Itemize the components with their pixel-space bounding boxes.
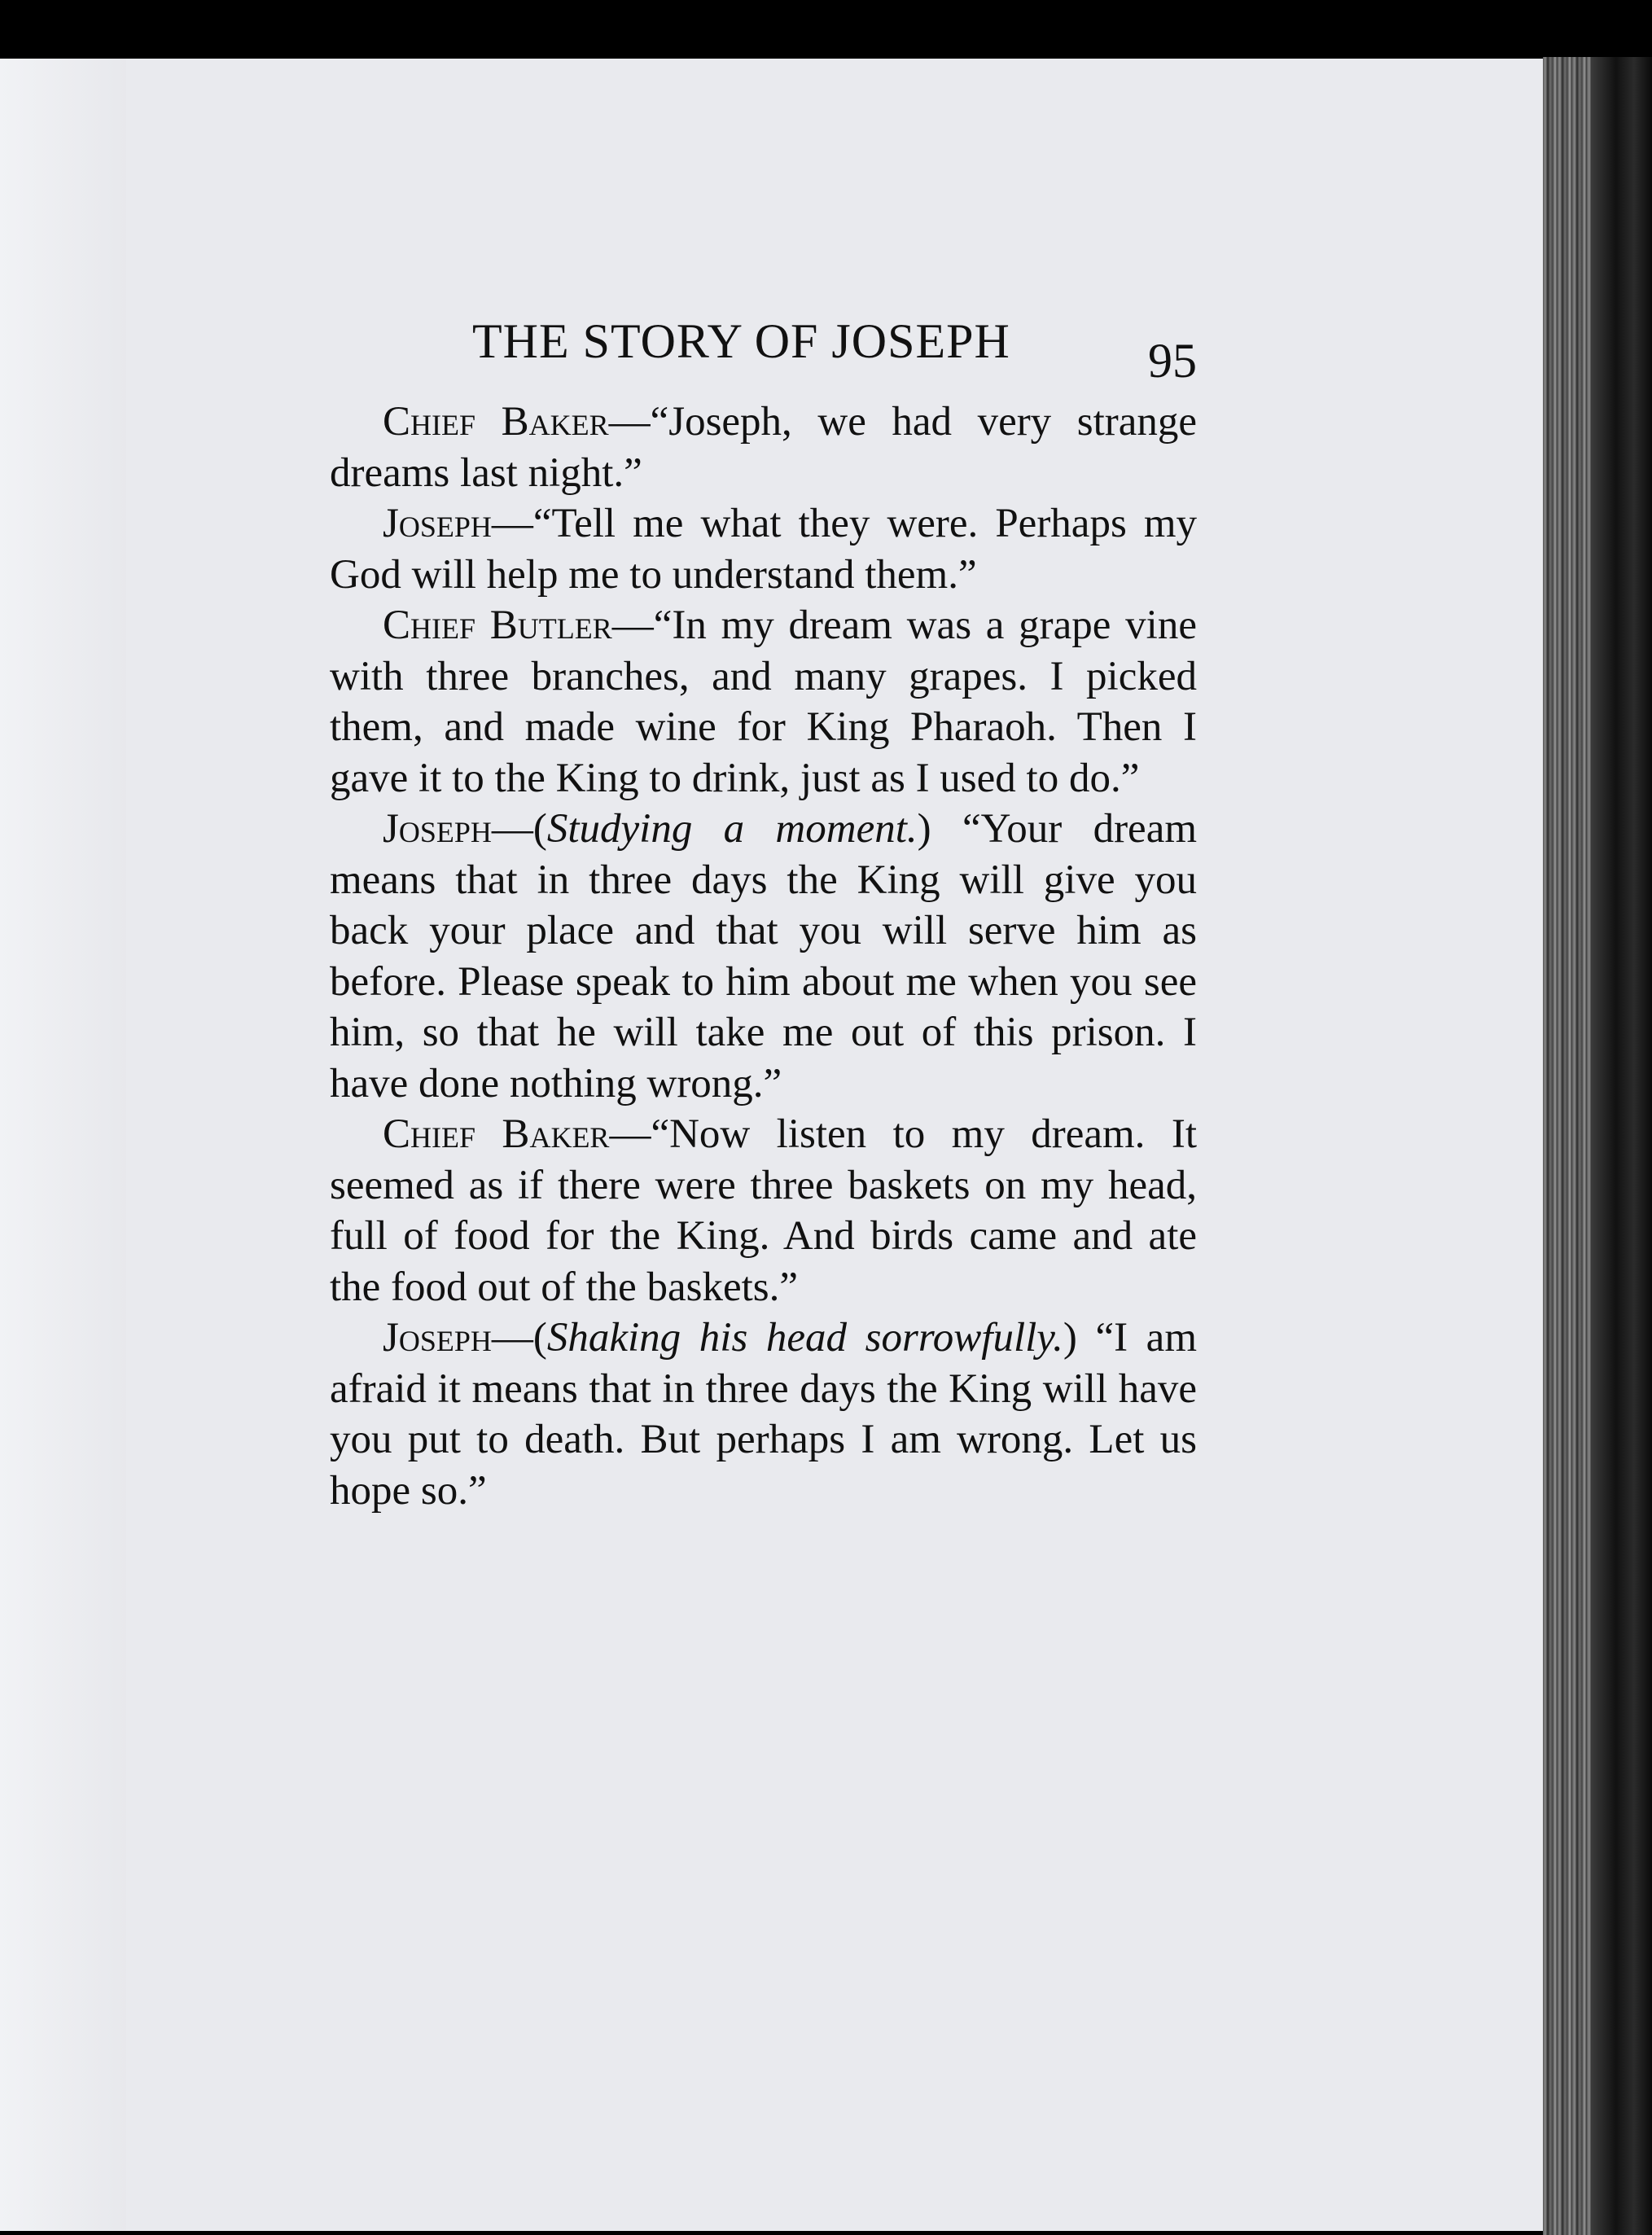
speaker-name: Joseph [383, 806, 492, 852]
page-header [472, 313, 1205, 387]
em-dash: — [609, 1111, 651, 1157]
em-dash: — [491, 501, 533, 546]
em-dash: — [491, 806, 533, 852]
dialogue-text: “In my dream was a grape vine with three branches, and many grapes. I picked them, and made wine for King Pharaoh. Then I gave it to the King to drink, just as I used to do.” [330, 603, 1197, 801]
dialogue-text: “Your dream means that in three days the King will give you back your place and that you will serve him as before. Please speak to him about me when you see him, so that he will take me out of this prison. I have done nothing wrong.” [330, 806, 1197, 1107]
stage-direction-open: ( [532, 806, 547, 852]
speaker-name: Chief Baker [383, 399, 609, 445]
body-text [330, 397, 1197, 1516]
dialogue-paragraph [330, 804, 1197, 1109]
speaker-name: Joseph [383, 501, 492, 546]
em-dash: — [608, 399, 651, 445]
stage-direction: Studying a moment. [546, 806, 918, 852]
speaker-name: Chief Butler [383, 603, 612, 648]
dialogue-paragraph [330, 1313, 1197, 1516]
dialogue-text: “Joseph, we had very strange dreams last night.” [330, 399, 1198, 496]
book-cover-edge [1592, 57, 1652, 2235]
running-title: THE STORY OF JOSEPH [472, 314, 1010, 368]
stage-direction-close: ) [917, 806, 962, 852]
stage-direction-close: ) [1063, 1315, 1096, 1361]
dialogue-text: “Now listen to my dream. It seemed as if there were three baskets on my head, full of food for the King. And birds came and ate the food out of the baskets.” [330, 1111, 1197, 1310]
dialogue-paragraph [330, 498, 1197, 600]
dialogue-paragraph [330, 397, 1197, 498]
speaker-name: Chief Baker [383, 1111, 610, 1157]
dialogue-paragraph [330, 600, 1197, 804]
em-dash: — [491, 1315, 533, 1361]
dialogue-text: “Tell me what they were. Perhaps my God will help me to understand them.” [330, 501, 1197, 598]
stage-direction: Shaking his head sorrowfully. [546, 1315, 1063, 1361]
page-number: 95 [1148, 334, 1197, 388]
speaker-name: Joseph [383, 1315, 492, 1361]
dialogue-text: “I am afraid it means that in three days the King will have you put to death. But perhaps I am wrong. Let us hope so.” [330, 1315, 1197, 1514]
stage-direction-open: ( [532, 1315, 547, 1361]
left-page-gutter [0, 59, 130, 2231]
em-dash: — [611, 603, 654, 648]
dialogue-paragraph [330, 1109, 1197, 1313]
